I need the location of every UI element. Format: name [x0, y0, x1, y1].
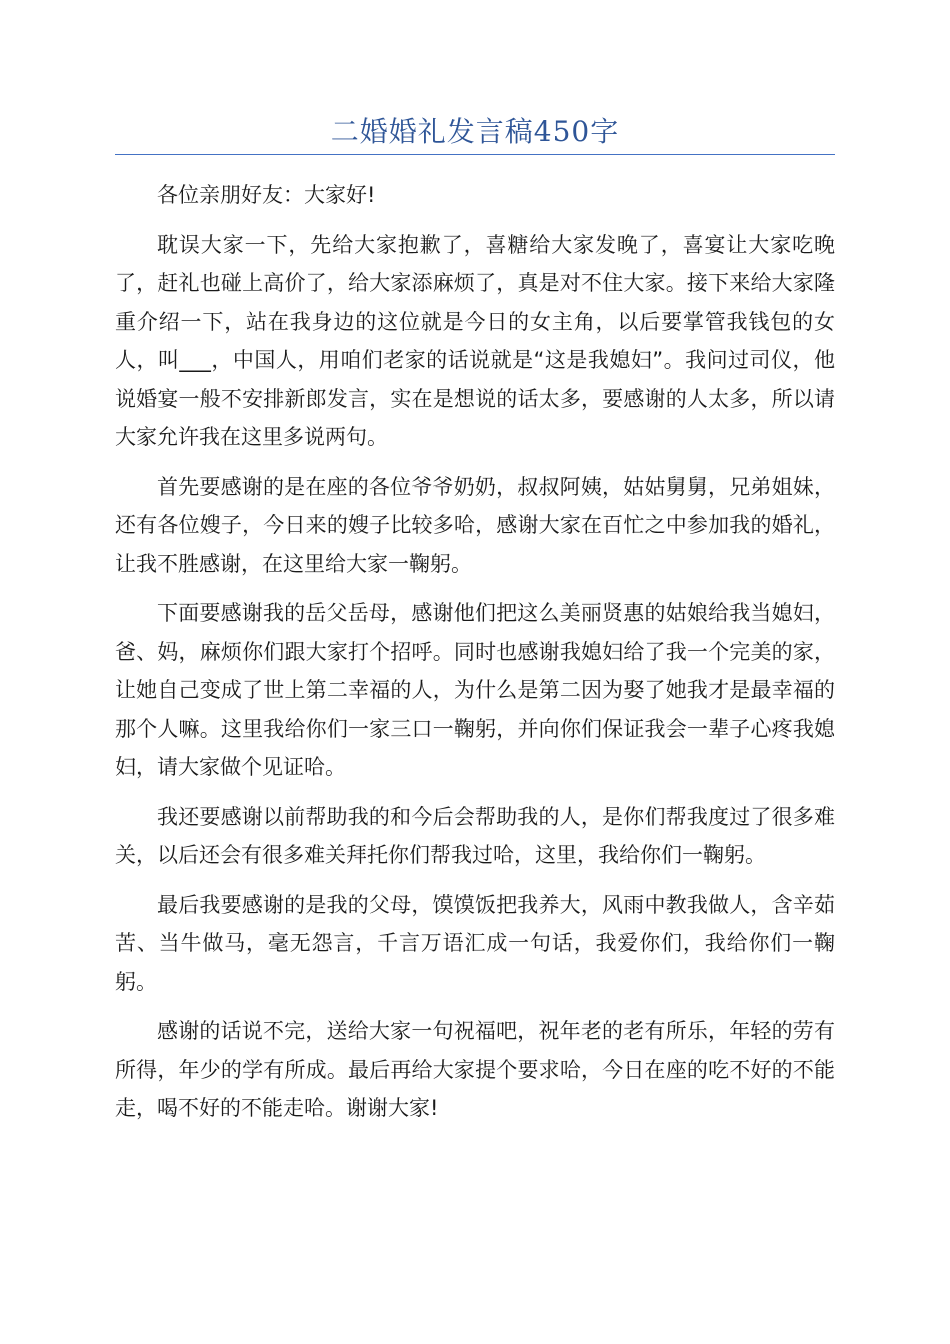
- paragraph-thanks-parents: 最后我要感谢的是我的父母，馍馍饭把我养大，风雨中教我做人，含辛茹苦、当牛做马，毫无怨言，千言万语汇成一句话，我爱你们，我给你们一鞠躬。: [115, 892, 835, 994]
- paragraph-thanks-helpers: 我还要感谢以前帮助我的和今后会帮助我的人，是你们帮我度过了很多难关，以后还会有很多难关拜托你们帮我过哈，这里，我给你们一鞠躬。: [115, 804, 835, 867]
- document-title: 二婚婚礼发言稿450字: [330, 115, 620, 148]
- paragraph-thanks-in-laws: 下面要感谢我的岳父岳母，感谢他们把这么美丽贤惠的姑娘给我当媳妇，爸、妈，麻烦你们跟大家打个招呼。同时也感谢我媳妇给了我一个完美的家，让她自己变成了世上第二幸福的人，为什么是第二因为娶了她我才是最幸福的那个人嘛。这里我给你们一家三口一鞠躬，并向你们保证我会一辈子心疼我媳妇，请大家做个见证哈。: [115, 601, 835, 779]
- document-body: [115, 176, 835, 1139]
- paragraph-closing: 感谢的话说不完，送给大家一句祝福吧，祝年老的老有所乐，年轻的劳有所得，年少的学有所成。最后再给大家提个要求哈，今日在座的吃不好的不能走，喝不好的不能走哈。谢谢大家!: [115, 1019, 835, 1120]
- paragraph-thanks-guests: 首先要感谢的是在座的各位爷爷奶奶，叔叔阿姨，姑姑舅舅，兄弟姐妹，还有各位嫂子，今日来的嫂子比较多哈，感谢大家在百忙之中参加我的婚礼，让我不胜感谢，在这里给大家一鞠躬。: [115, 474, 835, 576]
- paragraph-introduction: 耽误大家一下，先给大家抱歉了，喜糖给大家发晚了，喜宴让大家吃晚了，赶礼也碰上高价了，给大家添麻烦了，真是对不住大家。接下来给大家隆重介绍一下，站在我身边的这位就是今日的女主角，以后要掌管我钱包的女人，叫___，中国人，用咱们老家的话说就是“这是我媳妇”。我问过司仪，他说婚宴一般不安排新郎发言，实在是想说的话太多，要感谢的人太多，所以请大家允许我在这里多说两句。: [115, 232, 835, 449]
- paragraph-greeting: 各位亲朋好友：大家好!: [157, 183, 376, 207]
- title-underline: [115, 154, 835, 155]
